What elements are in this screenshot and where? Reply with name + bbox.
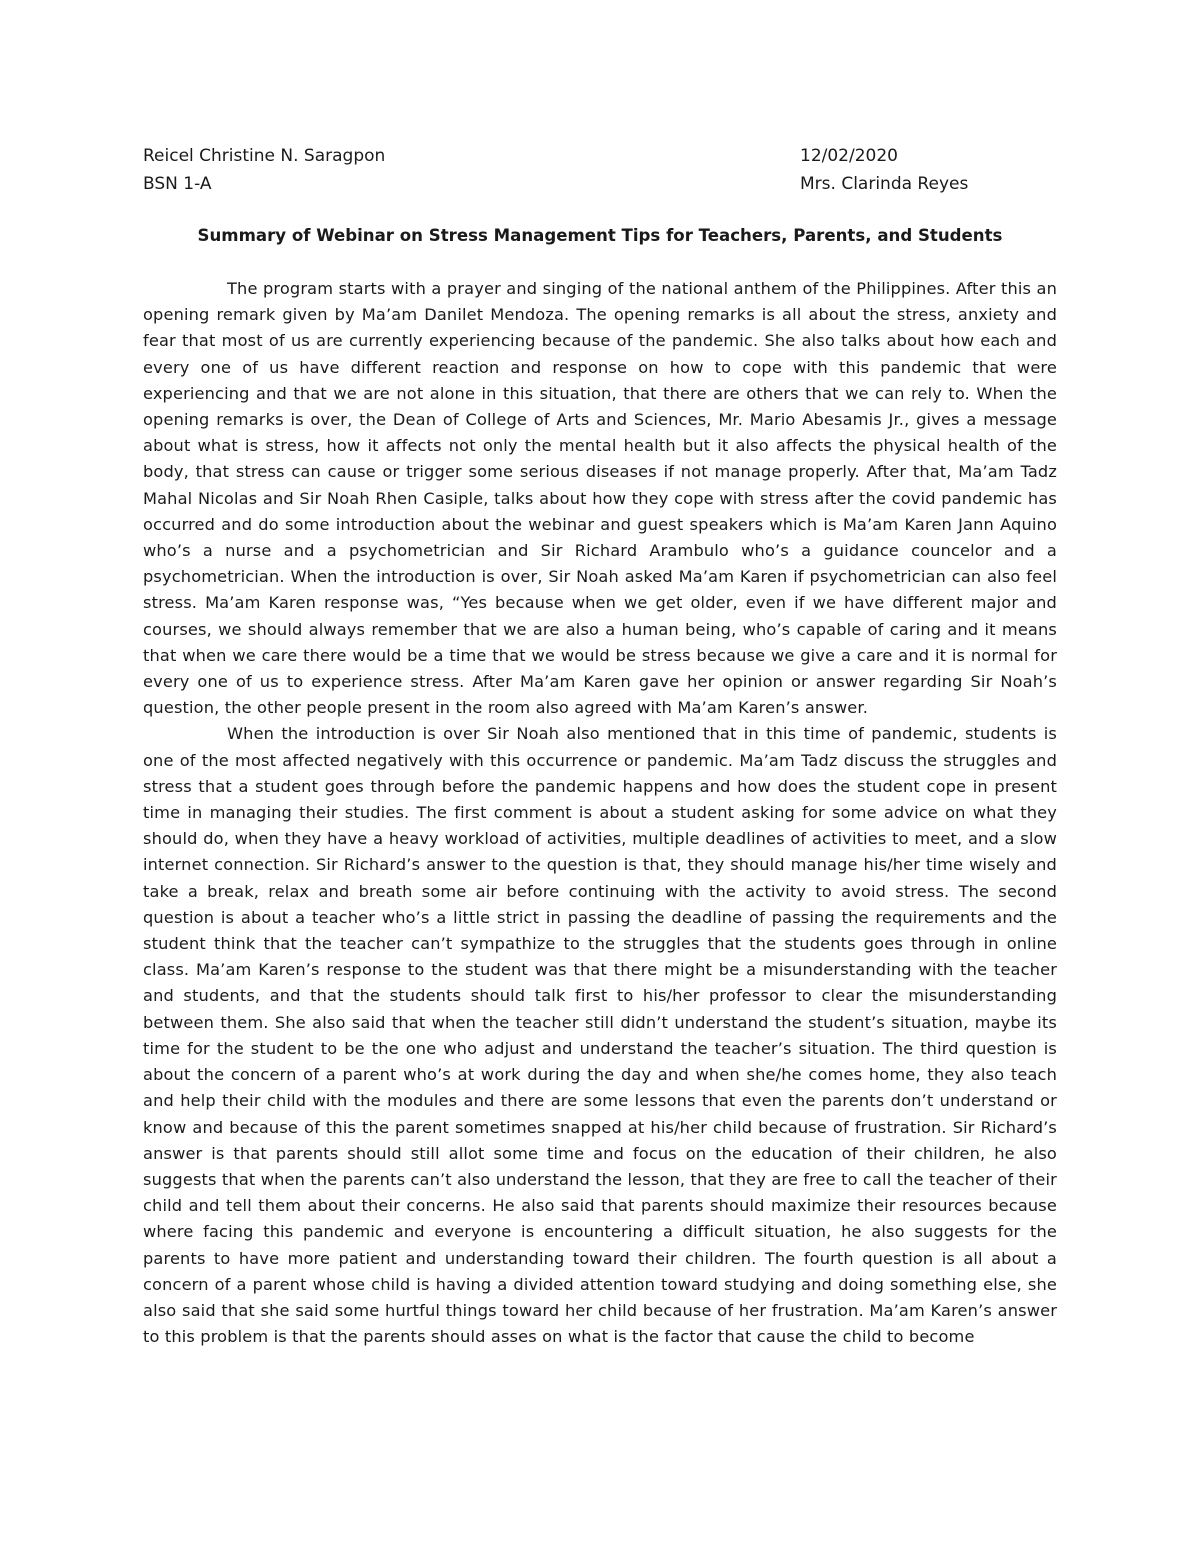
document-page [143, 0, 1057, 1553]
instructor-name: Mrs. Clarinda Reyes [800, 174, 969, 194]
document-body [143, 276, 1057, 1350]
document-title: Summary of Webinar on Stress Management Tips for Teachers, Parents, and Students [197, 226, 1003, 245]
body-paragraph-1: The program starts with a prayer and singing of the national anthem of the Philippines. After this an opening remark given by Ma’am Danilet Mendoza. The opening remarks is all about the stress, anxiety and fear that most of us are currently experiencing because of the pandemic. She also talks about how each and every one of us have different reaction and response on how to cope with this pandemic that were experiencing and that we are not alone in this situation, that there are others that we can rely to. When the opening remarks is over, the Dean of College of Arts and Sciences, Mr. Mario Abesamis Jr., gives a message about what is stress, how it affects not only the mental health but it also affects the physical health of the body, that stress can cause or trigger some serious diseases if not manage properly. After that, Ma’am Tadz Mahal Nicolas and Sir Noah Rhen Casiple, talks about how they cope with stress after the covid pandemic has occurred and do some introduction about the webinar and guest speakers which is Ma’am Karen Jann Aquino who’s a nurse and a psychometrician and Sir Richard Arambulo who’s a guidance councelor and a psychometrician. When the introduction is over, Sir Noah asked Ma’am Karen if psychometrician can also feel stress. Ma’am Karen response was, “Yes because when we get older, even if we have different major and courses, we should always remember that we are also a human being, who’s capable of caring and it means that when we care there would be a time that we would be stress because we give a care and it is normal for every one of us to experience stress. After Ma’am Karen gave her opinion or answer regarding Sir Noah’s question, the other people present in the room also agreed with Ma’am Karen’s answer. [143, 279, 1057, 718]
body-paragraph-2: When the introduction is over Sir Noah also mentioned that in this time of pandemic, students is one of the most affected negatively with this occurrence or pandemic. Ma’am Tadz discuss the struggles and stress that a student goes through before the pandemic happens and how does the student cope in present time in managing their studies. The first comment is about a student asking for some advice on what they should do, when they have a heavy workload of activities, multiple deadlines of activities to meet, and a slow internet connection. Sir Richard’s answer to the question is that, they should manage his/her time wisely and take a break, relax and breath some air before continuing with the activity to avoid stress. The second question is about a teacher who’s a little strict in passing the deadline of passing the requirements and the student think that the teacher can’t sympathize to the struggles that the students goes through in online class. Ma’am Karen’s response to the student was that there might be a misunderstanding with the teacher and students, and that the students should talk first to his/her professor to clear the misunderstanding between them. She also said that when the teacher still didn’t understand the student’s situation, maybe its time for the student to be the one who adjust and understand the teacher’s situation. The third question is about the concern of a parent who’s at work during the day and when she/he comes home, they also teach and help their child with the modules and there are some lessons that even the parents don’t understand or know and because of this the parent sometimes snapped at his/her child because of frustration. Sir Richard’s answer is that parents should still allot some time and focus on the education of their children, he also suggests that when the parents can’t also understand the lesson, that they are free to call the teacher of their child and tell them about their concerns. He also said that parents should maximize their resources because where facing this pandemic and everyone is encountering a difficult situation, he also suggests for the parents to have more patient and understanding toward their children. The fourth question is all about a concern of a parent whose child is having a divided attention toward studying and doing something else, she also said that she said some hurtful things toward her child because of her frustration. Ma’am Karen’s answer to this problem is that the parents should asses on what is the factor that cause the child to become [143, 724, 1057, 1347]
student-name: Reicel Christine N. Saragpon [143, 146, 386, 166]
student-section: BSN 1-A [143, 174, 212, 194]
submission-date: 12/02/2020 [800, 146, 898, 166]
